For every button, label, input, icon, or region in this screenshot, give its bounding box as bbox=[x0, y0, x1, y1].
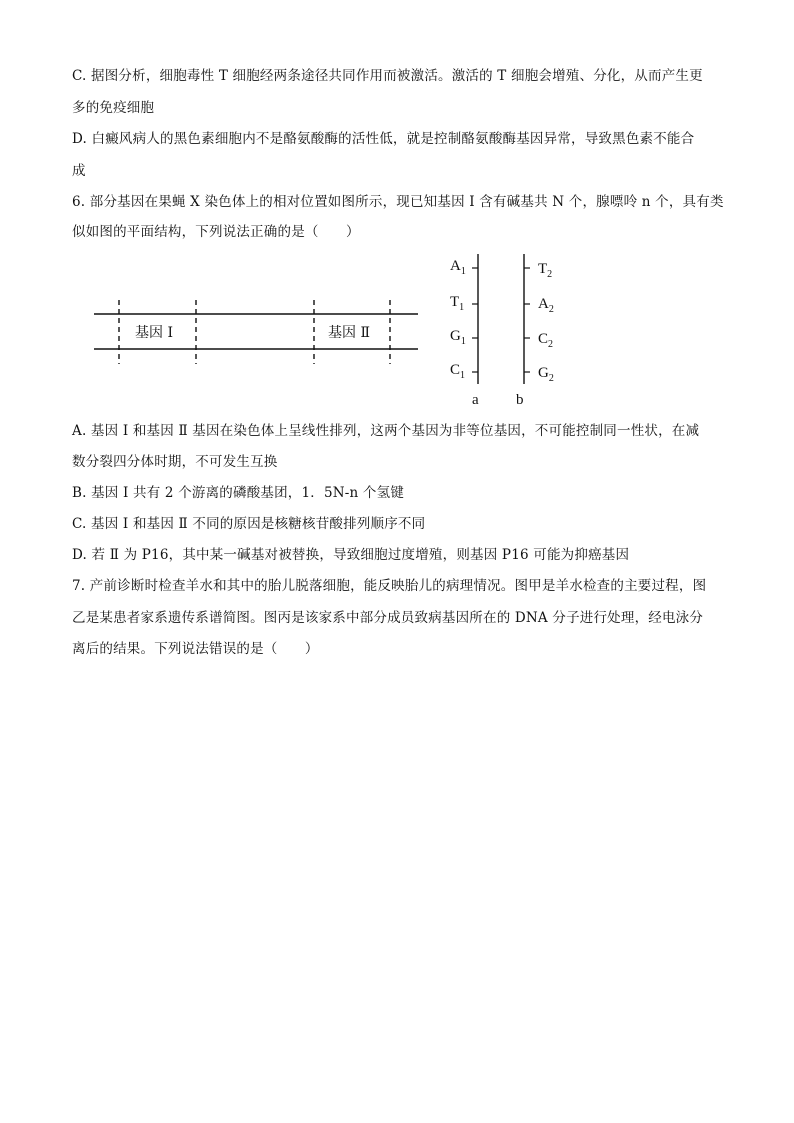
option-d-line2: 成 bbox=[72, 163, 86, 179]
chromosome-figure bbox=[92, 300, 422, 364]
question-7-line1: 7. 产前诊断时检查羊水和其中的胎儿脱落细胞，能反映胎儿的病理情况。图甲是羊水检查的主要过程，图 bbox=[72, 578, 707, 594]
option-a-line2: 数分裂四分体时期，不可发生互换 bbox=[72, 454, 278, 470]
option-c: C. 基因 I 和基因 Ⅱ 不同的原因是核糖核苷酸排列顺序不同 bbox=[72, 516, 426, 532]
question-6-line1: 6. 部分基因在果蝇 X 染色体上的相对位置如图所示，现已知基因 I 含有碱基共 N 个，腺嘌呤 n 个，具有类 bbox=[72, 194, 724, 210]
option-a-line1: A. 基因 I 和基因 Ⅱ 基因在染色体上呈线性排列，这两个基因为非等位基因，不可能控制同一性状，在减 bbox=[72, 423, 700, 439]
option-c-line1: C. 据图分析，细胞毒性 T 细胞经两条途径共同作用而被激活。激活的 T 细胞会增殖、分化，从而产生更 bbox=[72, 68, 703, 84]
strand-a-label: a bbox=[472, 392, 479, 408]
strand-b-base-1: $T_2$ bbox=[538, 261, 553, 280]
strand-b-base-4: $G_2$ bbox=[538, 365, 554, 384]
strand-b-base-2: $A_2$ bbox=[538, 296, 554, 315]
strand-a-base-1: $A_1$ bbox=[450, 258, 466, 277]
strand-b-base-3: $C_2$ bbox=[538, 331, 554, 350]
question-6-line2: 似如图的平面结构，下列说法正确的是（ ） bbox=[72, 224, 360, 240]
gene2-label: 基因 Ⅱ bbox=[328, 325, 370, 341]
question-7-line2: 乙是某患者家系遗传系谱简图。图丙是该家系中部分成员致病基因所在的 DNA 分子进行处理，经电泳分 bbox=[72, 610, 704, 626]
strand-b-label: b bbox=[516, 392, 524, 408]
strand-a-base-3: $G_1$ bbox=[450, 328, 466, 347]
strand-a-base-2: $T_1$ bbox=[450, 294, 465, 313]
option-d: D. 若 Ⅱ 为 P16，其中某一碱基对被替换，导致细胞过度增殖，则基因 P16 可能为抑癌基因 bbox=[72, 547, 630, 563]
gene1-label: 基因 I bbox=[135, 325, 173, 341]
option-b: B. 基因 I 共有 2 个游离的磷酸基团，1．5N-n 个氢键 bbox=[72, 485, 405, 501]
dna-strand-figure bbox=[440, 252, 580, 418]
option-d-line1: D. 白癜风病人的黑色素细胞内不是酪氨酸酶的活性低，就是控制酪氨酸酶基因异常，导致黑色素不能合 bbox=[72, 131, 695, 147]
strand-a-base-4: $C_1$ bbox=[450, 362, 466, 381]
question-7-line3: 离后的结果。下列说法错误的是（ ） bbox=[72, 641, 319, 657]
option-c-line2: 多的免疫细胞 bbox=[72, 100, 155, 116]
